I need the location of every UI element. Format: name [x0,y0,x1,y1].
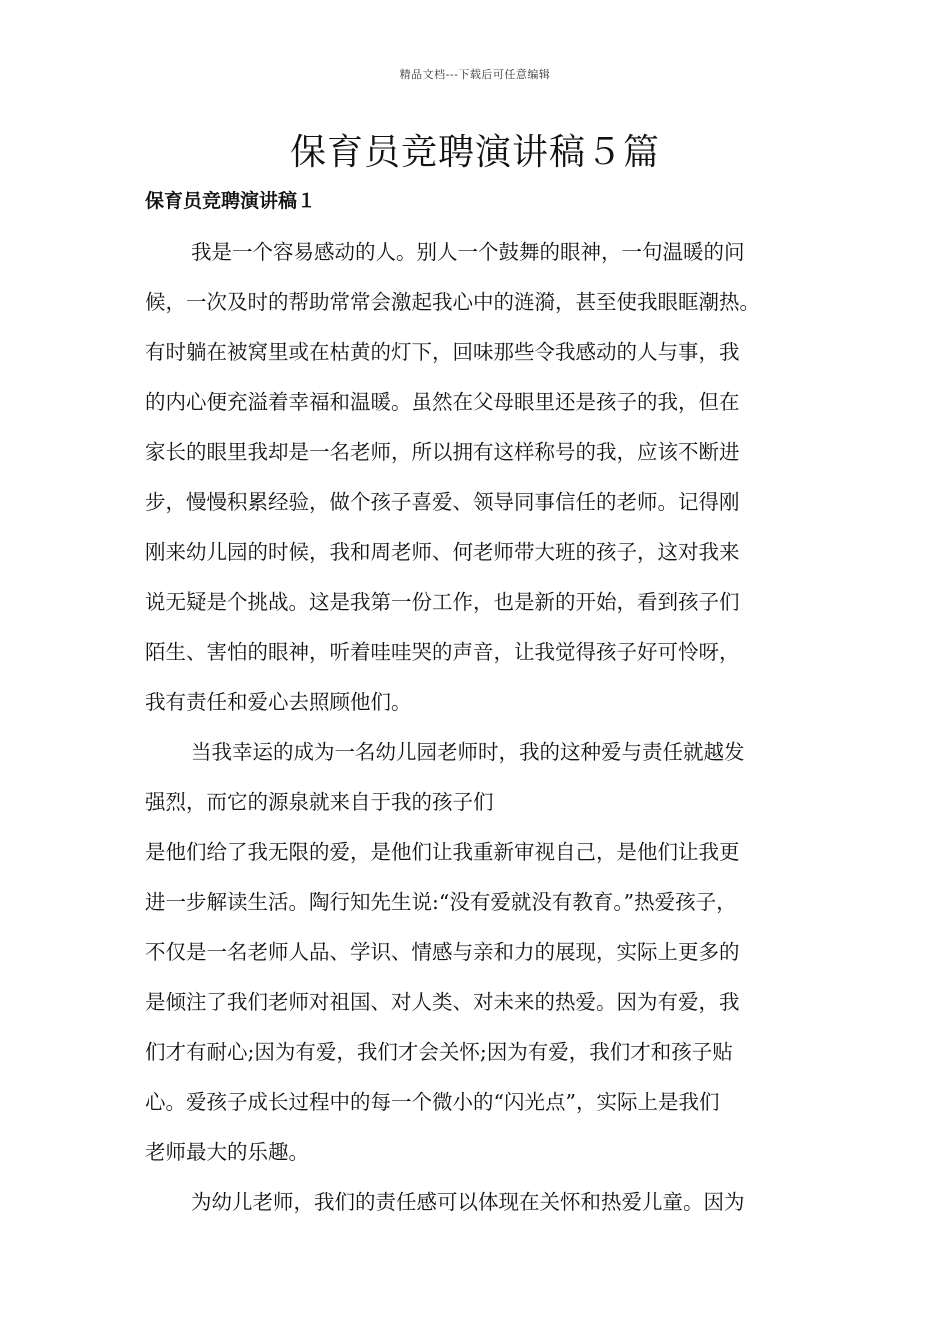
paragraph-3-line-1: 是他们给了我无限的爱，是他们让我重新审视自己，是他们让我更 [145,840,740,864]
paragraph-1-line-8: 说无疑是个挑战。这是我第一份工作，也是新的开始，看到孩子们 [145,590,740,614]
paragraph-1-line-1: 我是一个容易感动的人。别人一个鼓舞的眼神，一句温暖的问 [191,240,745,264]
paragraph-2-line-1: 当我幸运的成为一名幼儿园老师时，我的这种爱与责任就越发 [191,740,745,764]
paragraph-1-line-7: 刚来幼儿园的时候，我和周老师、何老师带大班的孩子，这对我来 [145,540,740,564]
paragraph-1-line-9: 陌生、害怕的眼神，听着哇哇哭的声音，让我觉得孩子好可怜呀， [145,640,740,664]
running-header: 精品文档---下载后可任意编辑 [399,68,551,81]
section-heading: 保育员竞聘演讲稿１ [145,190,317,212]
paragraph-1-line-5: 家长的眼里我却是一名老师，所以拥有这样称号的我，应该不断进 [145,440,740,464]
paragraph-3-line-3: 不仅是一名老师人品、学识、情感与亲和力的展现，实际上更多的 [145,940,740,964]
paragraph-3-line-6: 心。爱孩子成长过程中的每一个微小的“闪光点”，实际上是我们 [145,1090,720,1114]
paragraph-3-line-5: 们才有耐心;因为有爱，我们才会关怀;因为有爱，我们才和孩子贴 [145,1040,733,1064]
paragraph-1-line-10: 我有责任和爱心去照顾他们。 [145,690,412,714]
paragraph-3-line-4: 是倾注了我们老师对祖国、对人类、对未来的热爱。因为有爱，我 [145,990,740,1014]
paragraph-3-line-7: 老师最大的乐趣。 [145,1140,309,1164]
body-text [145,227,825,1227]
paragraph-1-line-4: 的内心便充溢着幸福和温暖。虽然在父母眼里还是孩子的我，但在 [145,390,740,414]
document-title: 保育员竞聘演讲稿５篇 [289,132,660,173]
paragraph-1-line-2: 候，一次及时的帮助常常会激起我心中的涟漪，甚至使我眼眶潮热。 [145,290,760,314]
paragraph-2-line-2: 强烈，而它的源泉就来自于我的孩子们 [145,790,494,814]
paragraph-4-line-1: 为幼儿老师，我们的责任感可以体现在关怀和热爱儿童。因为 [191,1190,745,1214]
paragraph-1-line-6: 步，慢慢积累经验，做个孩子喜爱、领导同事信任的老师。记得刚 [145,490,740,514]
paragraph-3-line-2: 进一步解读生活。陶行知先生说:“没有爱就没有教育。”热爱孩子， [145,890,737,914]
paragraph-1-line-3: 有时躺在被窝里或在枯黄的灯下，回味那些令我感动的人与事，我 [145,340,740,364]
